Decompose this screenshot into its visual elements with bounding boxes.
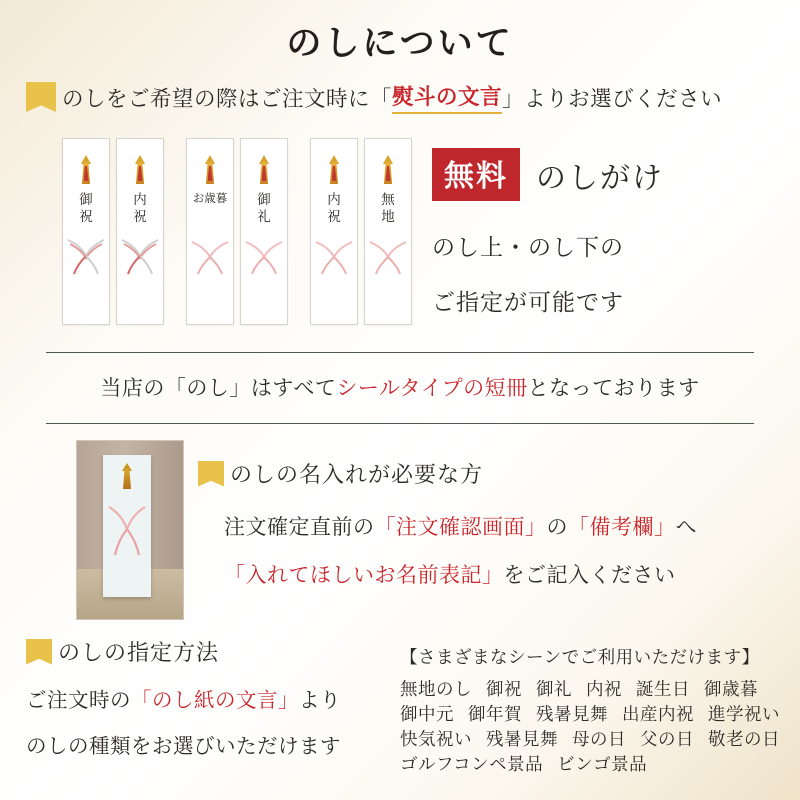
- s2-l2-b: をご記入ください: [503, 563, 676, 587]
- band-pre: 当店の「のし」はすべて: [100, 376, 337, 400]
- noshi-card: [240, 138, 288, 325]
- noshi-emblem-icon: [121, 463, 133, 493]
- name-entry-heading: のしの名入れが必要な方: [230, 462, 484, 487]
- scene-item: 父の日: [640, 729, 694, 749]
- usage-scenes-row: [400, 752, 780, 777]
- how-to-heading-row: [26, 636, 406, 667]
- free-badge: 無料: [432, 148, 520, 201]
- scene-item: 御礼: [536, 679, 572, 699]
- seal-type-text: [46, 353, 754, 423]
- noshi-emblem-icon: [134, 155, 146, 189]
- band-post: となっております: [527, 376, 700, 400]
- noshi-card: [116, 138, 164, 325]
- s2-l1-c: の: [546, 515, 568, 539]
- noshigake-info: [432, 148, 664, 317]
- scene-item: 母の日: [572, 729, 626, 749]
- page-title: のしについて: [286, 24, 514, 63]
- mizuhiki-knot-icon: [63, 236, 109, 278]
- noshi-card-gallery: [62, 138, 412, 325]
- usage-scenes-row: [400, 677, 780, 702]
- noshi-emblem-icon: [382, 155, 394, 189]
- lead-pre: のしをご希望の際はご注文時に: [62, 86, 371, 111]
- mizuhiki-knot-icon: [311, 236, 357, 278]
- how-to-line-1: [26, 683, 406, 713]
- band-highlight: シールタイプの短冊: [336, 376, 528, 400]
- noshigake-heading: のしがけ: [536, 161, 664, 195]
- s2-l1-d: 「備考欄」: [568, 515, 676, 539]
- name-entry-section: [198, 458, 758, 589]
- noshigake-heading-row: [432, 148, 664, 201]
- noshi-card-label: 内 祝: [133, 192, 147, 224]
- scene-item: 御年賀: [468, 704, 522, 724]
- usage-scenes-row: [400, 702, 780, 727]
- lead-line: [26, 80, 800, 114]
- noshi-card-group-3: [310, 138, 412, 325]
- scene-item: 出産内祝: [622, 704, 694, 724]
- noshi-emblem-icon: [204, 155, 216, 189]
- scene-item: 進学祝い: [708, 704, 780, 724]
- s2-l1-e: へ: [675, 515, 697, 539]
- how-to-specify-section: [26, 636, 406, 759]
- noshi-card: [310, 138, 358, 325]
- noshi-card: [364, 138, 412, 325]
- noshi-card-group-1: [62, 138, 164, 325]
- mizuhiki-knot-icon: [187, 236, 233, 278]
- noshi-card-label: お歳暮: [192, 193, 228, 205]
- noshi-card: [62, 138, 110, 325]
- photo-noshi-paper: [103, 455, 151, 597]
- scene-item: 御中元: [400, 704, 454, 724]
- scene-item: ビンゴ景品: [557, 754, 648, 774]
- lead-close-bracket: 」: [502, 86, 525, 111]
- usage-scenes-section: [400, 644, 780, 777]
- noshi-card-label: 無 地: [381, 192, 395, 224]
- mizuhiki-knot-icon: [117, 236, 163, 278]
- name-entry-line-2: [224, 559, 758, 589]
- mizuhiki-knot-icon: [241, 236, 287, 278]
- scene-item: 誕生日: [636, 679, 690, 699]
- lead-open-bracket: 「: [370, 86, 393, 111]
- flag-bullet-icon: [26, 639, 52, 665]
- lead-keyword: 熨斗の文言: [392, 85, 503, 109]
- how-to-line-2: のしの種類をお選びいただけます: [26, 736, 341, 758]
- scene-item: 内祝: [586, 679, 622, 699]
- scene-item: 残暑見舞: [486, 729, 558, 749]
- seal-type-band: [46, 352, 754, 424]
- name-entry-heading-row: [198, 458, 758, 489]
- scene-item: 御祝: [486, 679, 522, 699]
- scene-item: 快気祝い: [400, 729, 472, 749]
- lead-post: よりお選びください: [524, 86, 723, 111]
- noshi-emblem-icon: [80, 155, 92, 189]
- noshi-card-label: 御 礼: [257, 192, 271, 224]
- scene-item: 無地のし: [400, 679, 472, 699]
- usage-scenes-row: [400, 727, 780, 752]
- scene-item: 御歳暮: [704, 679, 758, 699]
- s2-l1-b: 「注文確認画面」: [374, 515, 547, 539]
- bl-l1-b: 「のし紙の文言」: [131, 690, 299, 712]
- s2-l1-a: 注文確定直前の: [224, 515, 375, 539]
- noshi-card: [186, 138, 234, 325]
- name-entry-line-1: [224, 511, 758, 541]
- noshi-card-group-2: [186, 138, 288, 325]
- flag-bullet-icon: [198, 461, 224, 487]
- noshi-card-label: 内 祝: [327, 192, 341, 224]
- s2-l2-a: 「入れてほしいお名前表記」: [224, 563, 504, 587]
- usage-scenes-heading: 【さまざまなシーンでご利用いただけます】: [400, 647, 760, 667]
- noshigake-line-1: のし上・のし下の: [432, 235, 624, 260]
- keyword-underline: [392, 112, 502, 114]
- bl-l1-c: より: [299, 690, 341, 712]
- mizuhiki-knot-icon: [365, 236, 411, 278]
- flag-bullet-icon: [26, 82, 56, 112]
- lead-keyword-wrap: [392, 80, 502, 114]
- noshi-photo: [76, 440, 184, 620]
- bl-l1-a: ご注文時の: [26, 690, 131, 712]
- how-to-heading: のしの指定方法: [58, 640, 220, 665]
- noshigake-line-2: ご指定が可能です: [432, 290, 624, 315]
- scene-item: 敬老の日: [708, 729, 780, 749]
- noshi-card-label: 御 祝: [79, 192, 93, 224]
- scene-item: 残暑見舞: [536, 704, 608, 724]
- scene-item: ゴルフコンペ景品: [400, 754, 544, 774]
- noshi-emblem-icon: [328, 155, 340, 189]
- noshi-emblem-icon: [258, 155, 270, 189]
